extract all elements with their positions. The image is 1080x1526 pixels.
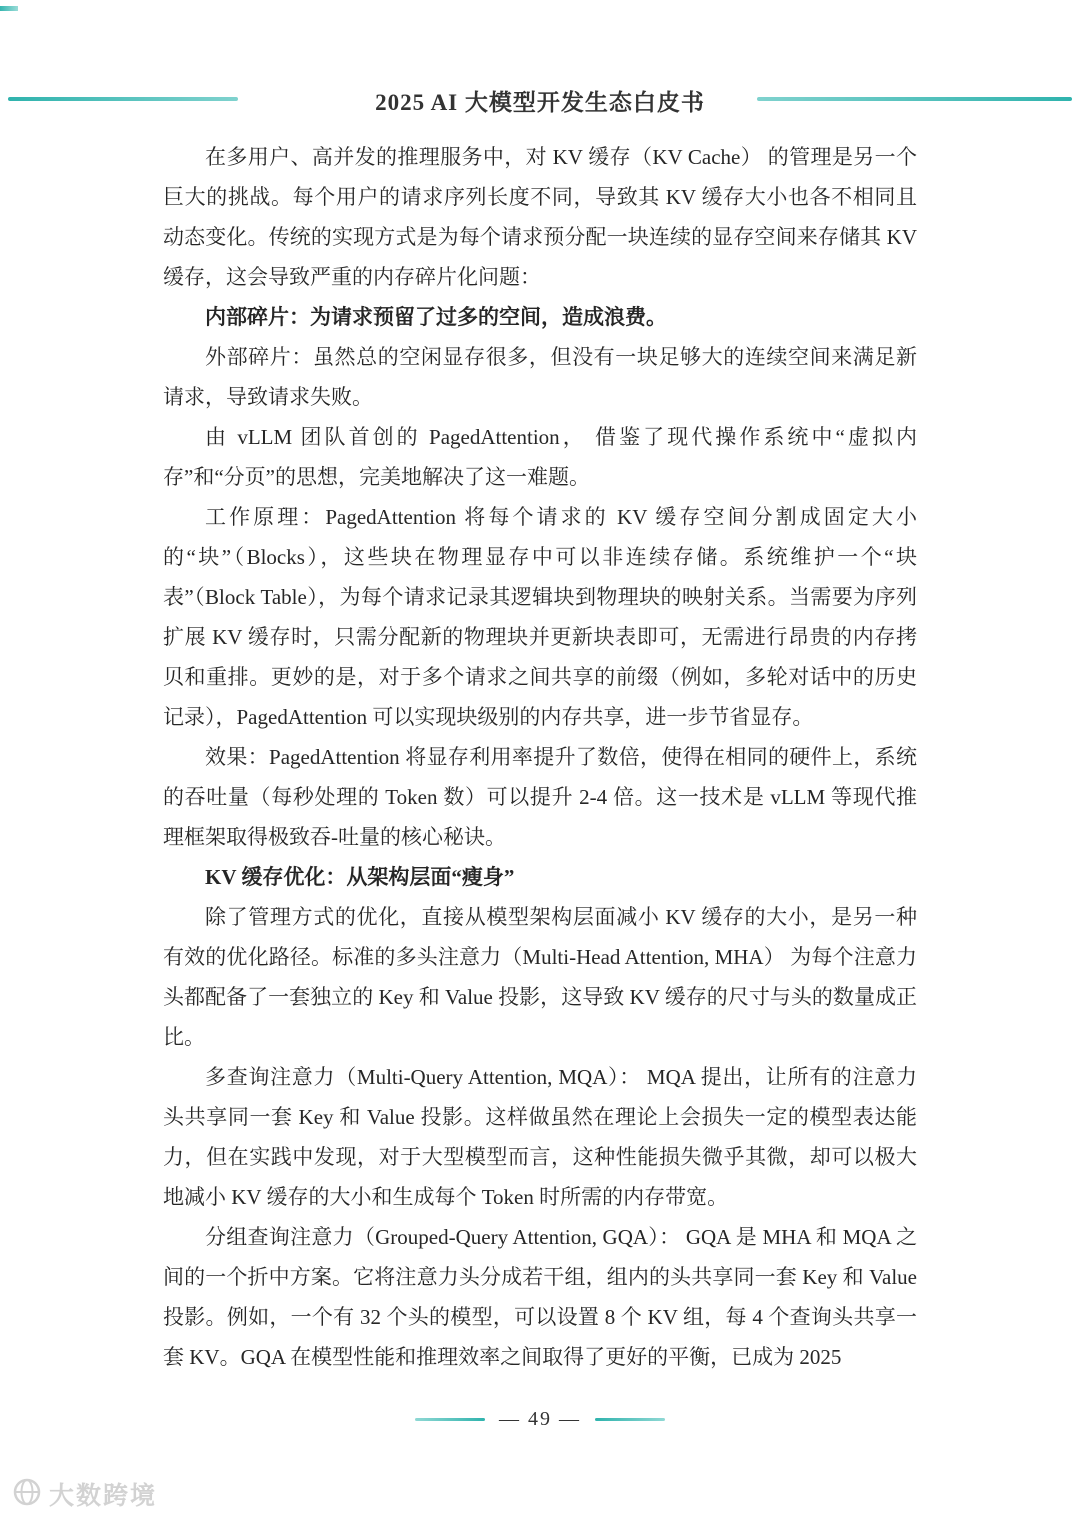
watermark-text: 大数跨境 xyxy=(49,1482,158,1510)
page-body xyxy=(163,137,917,1377)
watermark xyxy=(12,1476,157,1512)
paragraph-internal-fragmentation: 内部碎片：为请求预留了过多的空间，造成浪费。 xyxy=(205,305,667,329)
page-header xyxy=(0,84,1080,116)
section-heading-kv-cache-optimization: KV 缓存优化：从架构层面“瘦身” xyxy=(205,865,515,889)
page-footer xyxy=(0,1404,1080,1434)
paragraph: 多查询注意力（Multi-Query Attention, MQA）： MQA 提出，让所有的注意力头共享同一套 Key 和 Value 投影。这样做虽然在理论上会损失一定的模型表达能力，但在实践中发现，对于大型模型而言，这种性能损失微乎其微，却可以极大地减小 KV 缓存的大小和生成每个 Token 时所需的内存带宽。 xyxy=(163,1065,917,1209)
footer-divider-left xyxy=(415,1418,485,1421)
paragraph: 工作原理：PagedAttention 将每个请求的 KV 缓存空间分割成固定大小的“块”（Blocks），这些块在物理显存中可以非连续存储。系统维护一个“块表”（Block Table），为每个请求记录其逻辑块到物理块的映射关系。当需要为序列扩展 KV 缓存时，只需分配新的物理块并更新块表即可，无需进行昂贵的内存拷贝和重排。更妙的是，对于多个请求之间共享的前缀（例如，多轮对话中的历史记录），PagedAttention 可以实现块级别的内存共享，进一步节省显存。 xyxy=(163,505,917,729)
paragraph: 由 vLLM 团队首创的 PagedAttention， 借鉴了现代操作系统中“虚拟内存”和“分页”的思想，完美地解决了这一难题。 xyxy=(163,425,917,489)
paragraph: 外部碎片：虽然总的空闲显存很多，但没有一块足够大的连续空间来满足新请求，导致请求失败。 xyxy=(163,345,917,409)
header-divider-right xyxy=(757,97,1072,101)
document-title: 2025 AI 大模型开发生态白皮书 xyxy=(375,90,705,115)
paragraph: 除了管理方式的优化，直接从模型架构层面减小 KV 缓存的大小，是另一种有效的优化路径。标准的多头注意力（Multi-Head Attention, MHA） 为每个注意力头都配备了一套独立的 Key 和 Value 投影，这导致 KV 缓存的尺寸与头的数量成正比。 xyxy=(163,905,917,1049)
footer-divider-right xyxy=(595,1418,665,1421)
globe-icon xyxy=(12,1477,42,1512)
page-number: — 49 — xyxy=(499,1407,581,1430)
paragraph: 效果：PagedAttention 将显存利用率提升了数倍，使得在相同的硬件上，系统的吞吐量（每秒处理的 Token 数）可以提升 2-4 倍。这一技术是 vLLM 等现代推理框架取得极致吞-吐量的核心秘诀。 xyxy=(163,745,917,849)
paragraph: 分组查询注意力（Grouped-Query Attention, GQA）： GQA 是 MHA 和 MQA 之间的一个折中方案。它将注意力头分成若干组，组内的头共享同一套 Key 和 Value 投影。例如，一个有 32 个头的模型，可以设置 8 个 KV 组，每 4 个查询头共享一套 KV。GQA 在模型性能和推理效率之间取得了更好的平衡，已成为 2025 xyxy=(163,1225,917,1369)
corner-accent-bar xyxy=(0,6,18,11)
paragraph: 在多用户、高并发的推理服务中，对 KV 缓存（KV Cache） 的管理是另一个巨大的挑战。每个用户的请求序列长度不同，导致其 KV 缓存大小也各不相同且动态变化。传统的实现方式是为每个请求预分配一块连续的显存空间来存储其 KV 缓存，这会导致严重的内存碎片化问题： xyxy=(163,145,917,289)
